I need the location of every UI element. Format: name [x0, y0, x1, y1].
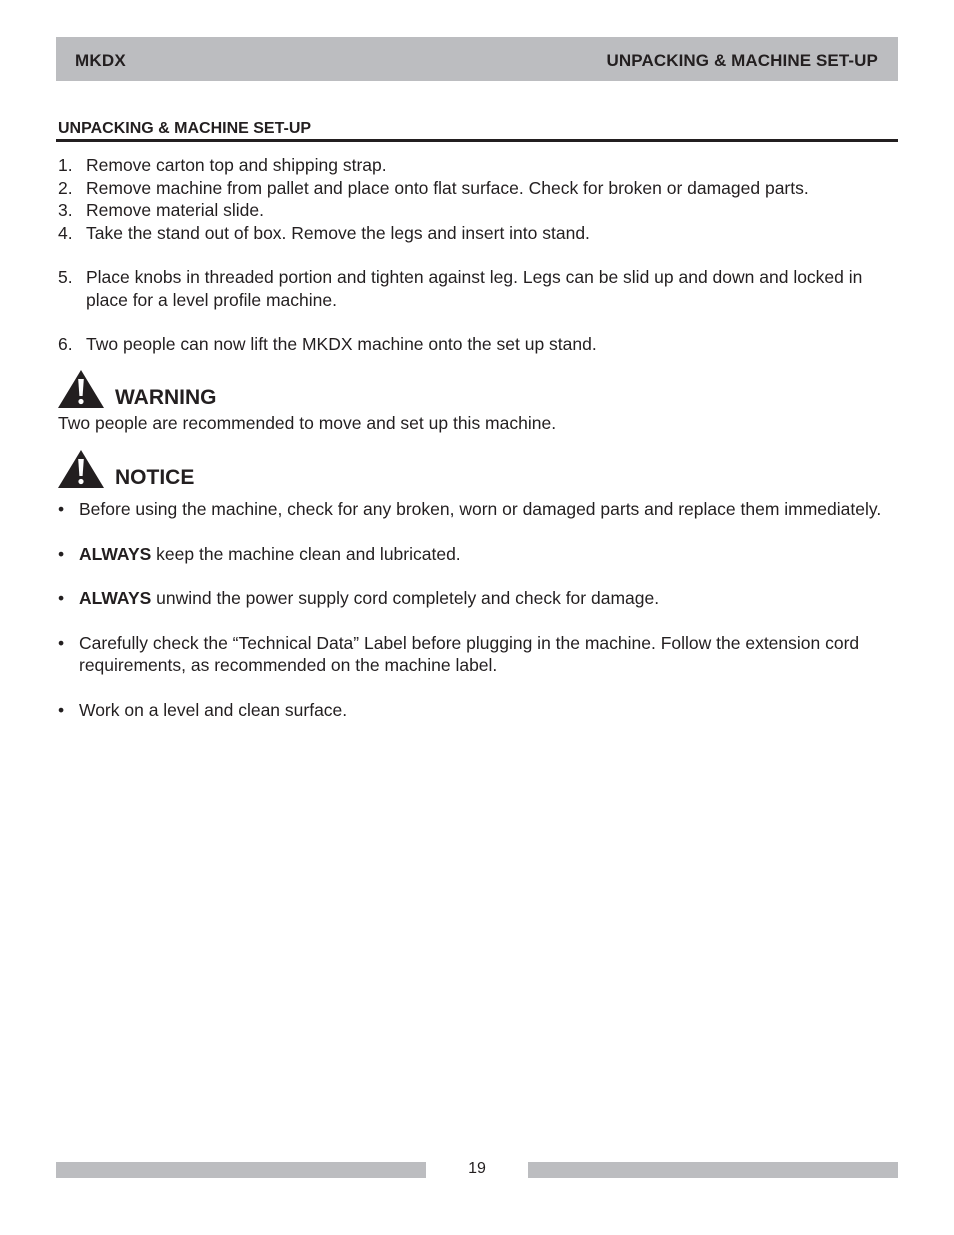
- notice-body: keep the machine clean and lubricated.: [151, 543, 461, 564]
- notice-text: [79, 699, 898, 722]
- header-bar: [56, 37, 898, 81]
- setup-steps-list: [58, 154, 898, 356]
- footer-bar-right: [528, 1162, 898, 1178]
- header-model: MKDX: [75, 51, 126, 70]
- step-item: [58, 154, 898, 177]
- step-text: Remove machine from pallet and place onto flat surface. Check for broken or damaged parts.: [86, 177, 809, 198]
- notice-list: [58, 498, 898, 721]
- spacer: [58, 244, 898, 266]
- footer-bar-left: [56, 1162, 426, 1178]
- section-divider: [56, 139, 898, 142]
- step-number: 3.: [58, 200, 73, 220]
- section-title: UNPACKING & MACHINE SET-UP: [58, 120, 312, 137]
- list-item: [58, 699, 898, 722]
- spacer: [58, 521, 898, 543]
- spacer: [58, 677, 898, 699]
- bullet: •: [58, 632, 65, 653]
- notice-body: Carefully check the “Technical Data” Label before plugging in the machine. Follow the extension cord requirements, as recommended on the machine label.: [79, 632, 860, 675]
- bullet: •: [58, 699, 65, 720]
- notice-body: unwind the power supply cord completely and check for damage.: [151, 588, 660, 608]
- step-text: Two people can now lift the MKDX machine onto the set up stand.: [86, 334, 597, 354]
- step-number: 6.: [58, 334, 73, 354]
- list-item: [58, 587, 898, 610]
- list-item: [58, 632, 898, 677]
- notice-text: [79, 498, 898, 521]
- notice-body: Before using the machine, check for any broken, worn or damaged parts and replace them immediately.: [79, 499, 882, 519]
- step-item: [58, 222, 898, 245]
- spacer: [58, 610, 898, 632]
- list-item: [58, 543, 898, 566]
- notice-text: [79, 543, 898, 566]
- spacer: [58, 565, 898, 587]
- step-item: [58, 266, 898, 311]
- step-number: 5.: [58, 267, 73, 287]
- warning-triangle-icon: [57, 449, 105, 489]
- step-number: 4.: [58, 222, 73, 243]
- warning-label: WARNING: [115, 386, 217, 409]
- list-item: [58, 498, 898, 521]
- warning-heading: [57, 369, 217, 409]
- step-text: Take the stand out of box. Remove the legs and insert into stand.: [86, 222, 590, 243]
- warning-text: Two people are recommended to move and set up this machine.: [58, 413, 557, 433]
- notice-heading: [57, 449, 194, 489]
- notice-text: [79, 587, 898, 610]
- step-number: 2.: [58, 177, 73, 198]
- warning-triangle-icon: [57, 369, 105, 409]
- step-number: 1.: [58, 155, 73, 175]
- step-text: Place knobs in threaded portion and tighten against leg. Legs can be slid up and down and locked in place for a level profile machine.: [86, 267, 863, 310]
- notice-text: [79, 632, 898, 677]
- page-number: 19: [468, 1160, 486, 1177]
- step-item: [58, 199, 898, 222]
- step-item: [58, 333, 898, 356]
- step-text: Remove carton top and shipping strap.: [86, 155, 387, 175]
- spacer: [58, 311, 898, 333]
- bullet: •: [58, 588, 65, 608]
- notice-label: NOTICE: [115, 466, 195, 489]
- bullet: •: [58, 499, 65, 519]
- step-text: Remove material slide.: [86, 200, 264, 220]
- notice-emphasis: ALWAYS: [79, 588, 152, 608]
- step-item: [58, 177, 898, 200]
- header-section-title: UNPACKING & MACHINE SET-UP: [606, 51, 878, 70]
- notice-body: Work on a level and clean surface.: [79, 699, 348, 720]
- bullet: •: [58, 543, 65, 564]
- notice-emphasis: ALWAYS: [79, 543, 152, 564]
